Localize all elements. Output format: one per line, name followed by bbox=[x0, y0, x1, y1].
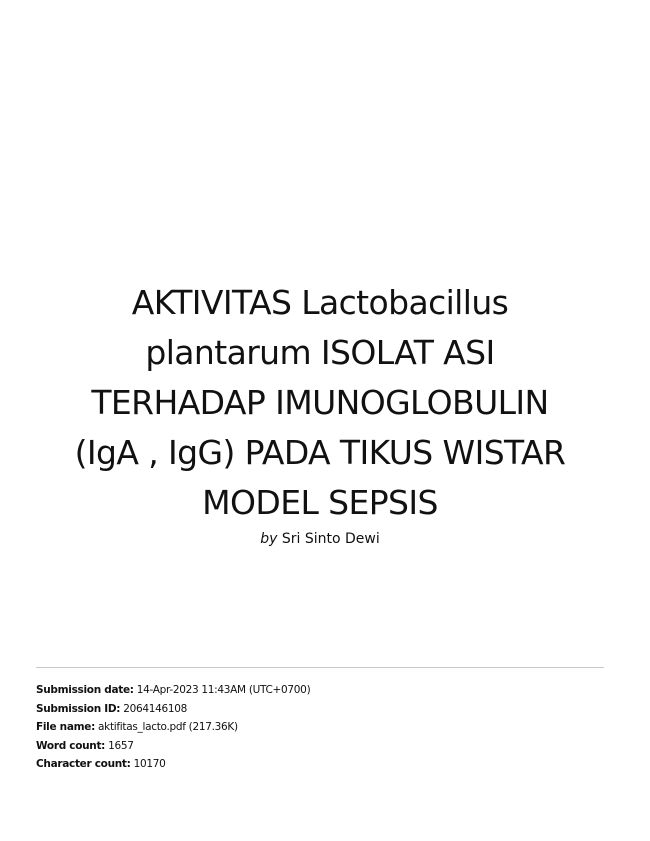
title-line: MODEL SEPSIS bbox=[202, 483, 438, 522]
submission-id-row bbox=[36, 700, 310, 719]
file-name-row bbox=[36, 718, 310, 737]
word-count-label: Word count: bbox=[36, 739, 106, 752]
title-line: plantarum ISOLAT ASI bbox=[145, 333, 495, 372]
author-name: Sri Sinto Dewi bbox=[281, 531, 380, 547]
file-name-label: File name: bbox=[36, 721, 95, 733]
submission-date-label: Submission date: bbox=[36, 684, 134, 696]
file-name-value: aktifitas_lacto.pdf (217.36K) bbox=[98, 721, 238, 733]
character-count-value: 10170 bbox=[133, 758, 166, 770]
submission-date-value: 14-Apr-2023 11:43AM (UTC+0700) bbox=[136, 684, 311, 696]
by-label: by bbox=[260, 531, 278, 547]
word-count-row bbox=[36, 737, 310, 756]
divider bbox=[36, 667, 604, 668]
byline bbox=[36, 530, 604, 548]
submission-date-row bbox=[36, 681, 310, 700]
submission-id-label: Submission ID: bbox=[36, 702, 121, 715]
submission-info bbox=[36, 681, 310, 774]
character-count-row bbox=[36, 755, 310, 774]
title-block bbox=[36, 278, 604, 548]
title-line: AKTIVITAS Lactobacillus bbox=[131, 283, 509, 322]
document-title bbox=[36, 278, 604, 528]
submission-id-value: 2064146108 bbox=[123, 702, 188, 715]
title-line: TERHADAP IMUNOGLOBULIN bbox=[91, 383, 549, 422]
character-count-label: Character count: bbox=[36, 758, 131, 770]
word-count-value: 1657 bbox=[108, 739, 134, 752]
title-line: (IgA , IgG) PADA TIKUS WISTAR bbox=[74, 433, 566, 472]
